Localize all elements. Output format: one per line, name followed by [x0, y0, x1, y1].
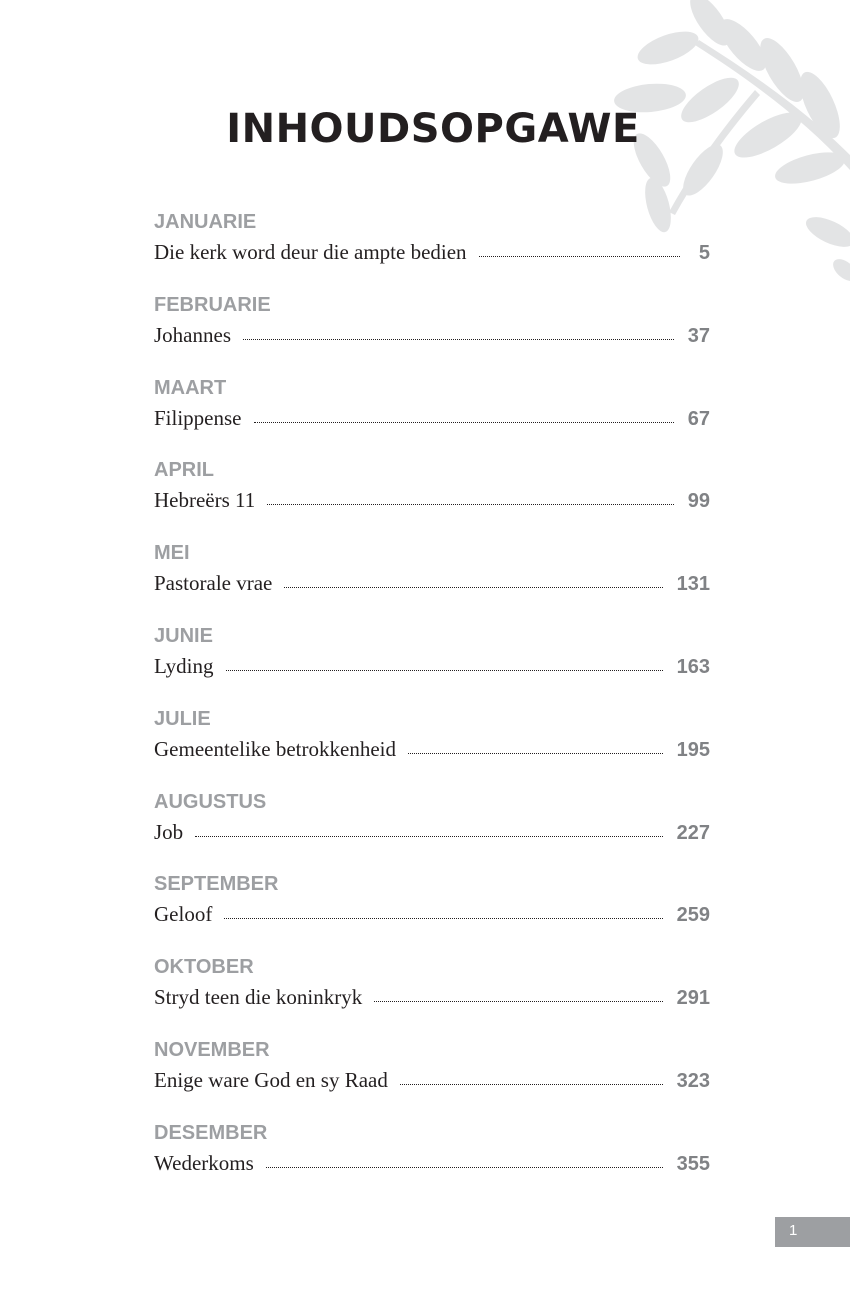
topic-title: Filippense	[154, 405, 242, 430]
dot-leader	[408, 752, 663, 754]
toc-entry-june	[154, 622, 710, 705]
toc-entry-march	[154, 374, 710, 457]
toc-entry-july	[154, 705, 710, 788]
folio-number: 1	[789, 1222, 798, 1239]
month-heading: FEBRUARIE	[154, 293, 271, 316]
topic-title: Enige ware God en sy Raad	[154, 1067, 388, 1092]
month-heading: OKTOBER	[154, 956, 254, 979]
month-heading: JUNIE	[154, 624, 213, 647]
month-heading: AUGUSTUS	[154, 790, 267, 813]
month-heading: NOVEMBER	[154, 1038, 270, 1061]
folio-tab	[775, 1217, 850, 1247]
toc-entry-february	[154, 291, 710, 374]
month-heading: SEPTEMBER	[154, 873, 279, 896]
toc-entry-august	[154, 788, 710, 871]
topic-title: Job	[154, 819, 184, 844]
month-heading: JULIE	[154, 707, 211, 730]
page-number: 195	[676, 738, 710, 761]
page-number: 355	[676, 1152, 710, 1175]
toc-line	[154, 651, 710, 682]
dot-leader	[195, 835, 662, 837]
toc-line	[154, 320, 710, 351]
dot-leader	[267, 503, 673, 505]
topic-title: Johannes	[154, 322, 231, 347]
table-of-contents	[154, 208, 710, 1202]
topic-title: Geloof	[154, 902, 213, 927]
page-number: 99	[687, 490, 710, 513]
dot-leader	[224, 917, 662, 919]
toc-line	[154, 1148, 710, 1179]
topic-title: Gemeentelike betrokkenheid	[154, 736, 396, 761]
dot-leader	[254, 421, 674, 423]
toc-line	[154, 403, 710, 434]
toc-line	[154, 817, 710, 848]
toc-entry-november	[154, 1036, 710, 1119]
page-title: INHOUDSOPGAWE	[226, 106, 640, 152]
topic-title: Stryd teen die koninkryk	[154, 985, 363, 1010]
page-number: 227	[676, 821, 710, 844]
page-number: 131	[676, 573, 710, 596]
toc-entry-may	[154, 539, 710, 622]
page-number: 67	[687, 407, 710, 430]
dot-leader	[243, 338, 674, 340]
toc-entry-september	[154, 870, 710, 953]
toc-line	[154, 734, 710, 765]
toc-line	[154, 1065, 710, 1096]
toc-line	[154, 237, 710, 268]
page-number: 291	[676, 987, 710, 1010]
toc-entry-december	[154, 1119, 710, 1202]
dot-leader	[266, 1166, 663, 1168]
topic-title: Wederkoms	[154, 1150, 254, 1175]
toc-entry-october	[154, 953, 710, 1036]
topic-title: Hebreërs 11	[154, 488, 256, 513]
page-number: 163	[676, 655, 710, 678]
toc-line	[154, 485, 710, 516]
page-number: 37	[687, 324, 710, 347]
topic-title: Lyding	[154, 653, 214, 678]
month-heading: DESEMBER	[154, 1121, 268, 1144]
toc-entry-april	[154, 456, 710, 539]
topic-title: Die kerk word deur die ampte bedien	[154, 240, 467, 264]
toc-line	[154, 568, 710, 599]
dot-leader	[479, 255, 680, 257]
page-number: 259	[676, 904, 710, 927]
dot-leader	[374, 1000, 662, 1002]
month-heading: MAART	[154, 376, 227, 399]
month-heading: MEI	[154, 542, 190, 565]
page-number: 5	[698, 242, 710, 264]
toc-line	[154, 982, 710, 1013]
toc-entry-january	[154, 208, 710, 291]
dot-leader	[400, 1083, 663, 1085]
topic-title: Pastorale vrae	[154, 571, 273, 596]
month-heading: JANUARIE	[154, 211, 257, 233]
toc-line	[154, 899, 710, 930]
dot-leader	[226, 669, 663, 671]
page-number: 323	[676, 1069, 710, 1092]
month-heading: APRIL	[154, 459, 214, 482]
dot-leader	[284, 586, 662, 588]
